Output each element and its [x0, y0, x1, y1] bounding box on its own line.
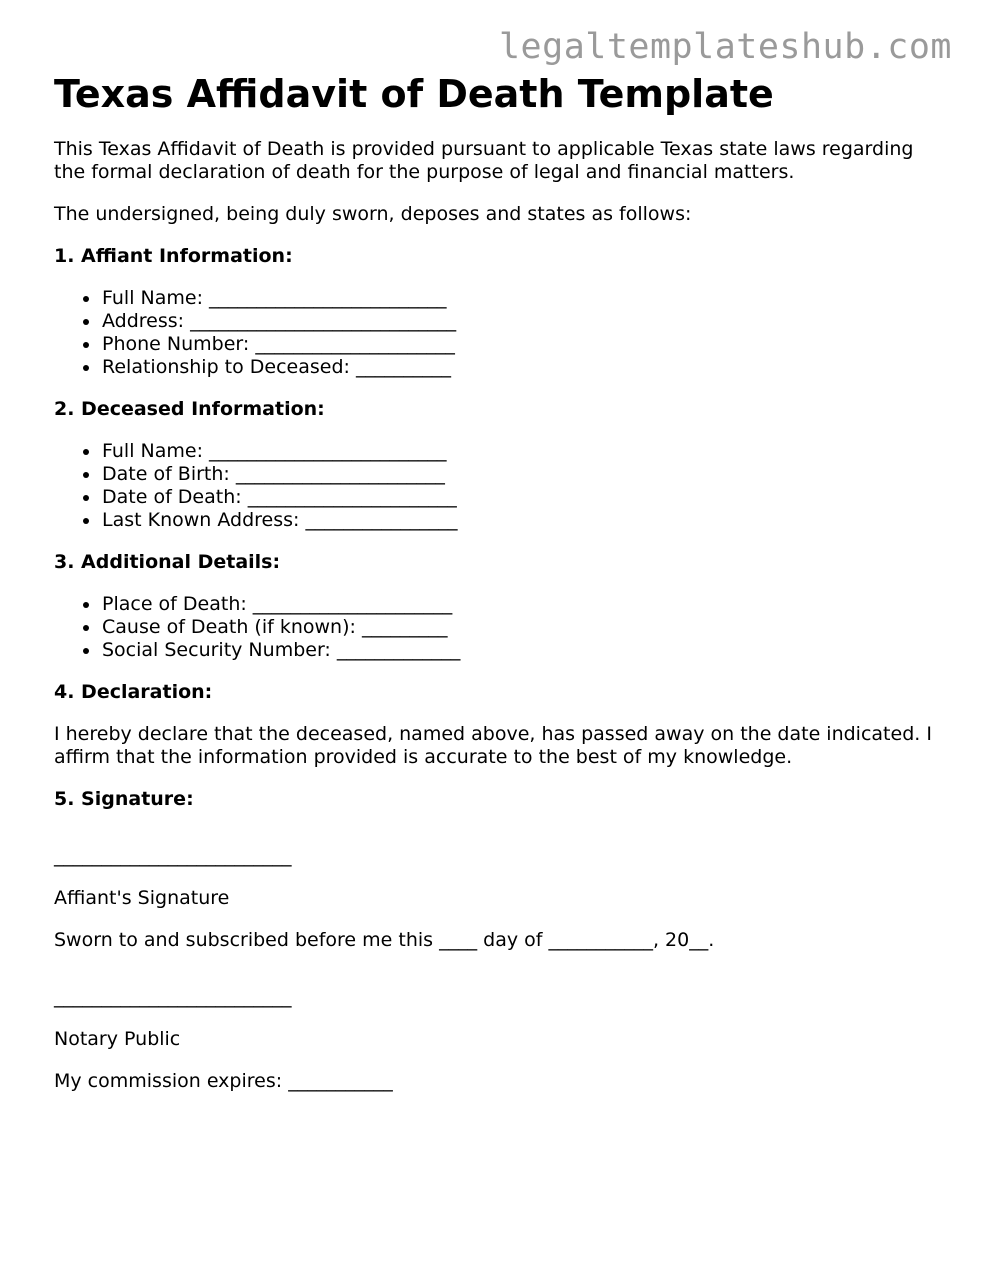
- affiant-signature-label: Affiant's Signature: [54, 887, 230, 909]
- affiant-signature-line: _________________________: [54, 845, 292, 867]
- document-page: [54, 72, 934, 1112]
- section-heading-signature: 5. Signature:: [54, 788, 194, 810]
- list-item: Date of Death: ______________________: [102, 486, 934, 509]
- watermark: legaltemplateshub.com: [498, 27, 952, 67]
- sworn-statement: Sworn to and subscribed before me this ____ day of ___________, 20__.: [54, 929, 715, 951]
- oath-paragraph: The undersigned, being duly sworn, deposes and states as follows:: [54, 203, 692, 225]
- section-heading-additional: 3. Additional Details:: [54, 551, 281, 573]
- list-item: Relationship to Deceased: __________: [102, 356, 934, 379]
- list-item: Social Security Number: _____________: [102, 639, 934, 662]
- list-item: Date of Birth: ______________________: [102, 463, 934, 486]
- list-item: Full Name: _________________________: [102, 287, 934, 310]
- list-item: Full Name: _________________________: [102, 440, 934, 463]
- list-item: Phone Number: _____________________: [102, 333, 934, 356]
- affiant-fields-list: [54, 287, 934, 379]
- additional-fields-list: [54, 593, 934, 662]
- list-item: Last Known Address: ________________: [102, 509, 934, 532]
- intro-paragraph: This Texas Affidavit of Death is provided pursuant to applicable Texas state laws regarding the formal declaration of death for the purpose of legal and financial matters.: [54, 138, 914, 183]
- notary-label: Notary Public: [54, 1028, 181, 1050]
- declaration-paragraph: I hereby declare that the deceased, named above, has passed away on the date indicated. I affirm that the information provided is accurate to the best of my knowledge.: [54, 723, 932, 768]
- list-item: Place of Death: _____________________: [102, 593, 934, 616]
- list-item: Cause of Death (if known): _________: [102, 616, 934, 639]
- commission-expiry: My commission expires: ___________: [54, 1070, 393, 1092]
- deceased-fields-list: [54, 440, 934, 532]
- section-heading-deceased: 2. Deceased Information:: [54, 398, 325, 420]
- notary-signature-line: _________________________: [54, 986, 292, 1008]
- section-heading-affiant: 1. Affiant Information:: [54, 245, 293, 267]
- section-heading-declaration: 4. Declaration:: [54, 681, 213, 703]
- page-title: Texas Affidavit of Death Template: [54, 72, 774, 116]
- list-item: Address: ____________________________: [102, 310, 934, 333]
